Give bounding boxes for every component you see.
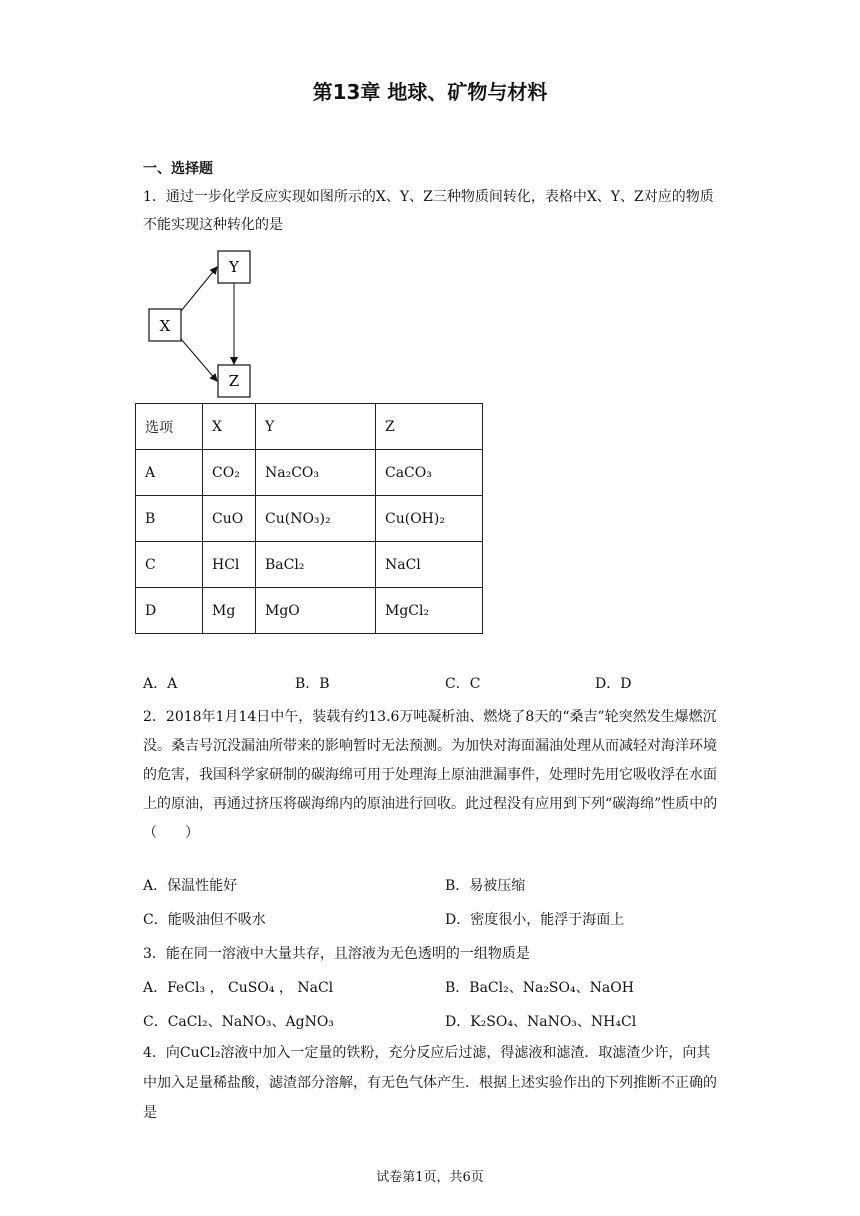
q2-option-b[interactable]: B．易被压缩 bbox=[445, 878, 526, 894]
x-cell: HCl bbox=[203, 542, 256, 588]
q2-stem: 2．2018年1月14日中午，装载有约13.6万吨凝析油、燃烧了8天的“桑吉”轮突然发生爆燃沉没。桑吉号沉没漏油所带来的影响暂时无法预测。为加快对海面漏油处理从而减轻对海洋环境的危害，我国科学家研制的碳海绵可用于处理海上原油泄漏事件，处理时先用它吸收浮在水面上的原油，再通过挤压将碳海绵内的原油进行回收。此过程没有应用到下列“碳海绵”性质中的（ ） bbox=[143, 709, 718, 841]
header-cell: Y bbox=[256, 404, 376, 450]
page-title: 第13章 地球、矿物与材料 bbox=[312, 80, 548, 104]
header-cell: X bbox=[203, 404, 256, 450]
z-cell: CaCO₃ bbox=[376, 450, 483, 496]
table-row bbox=[136, 542, 483, 588]
q2-option-a[interactable]: A．保温性能好 bbox=[143, 878, 238, 894]
table-row bbox=[136, 588, 483, 634]
y-cell: Na₂CO₃ bbox=[256, 450, 376, 496]
table-row bbox=[136, 450, 483, 496]
q3-option-d[interactable]: D．K₂SO₄、NaNO₃、NH₄Cl bbox=[445, 1014, 637, 1030]
q1-option-a[interactable]: A．A bbox=[143, 676, 178, 692]
q3-option-b[interactable]: B．BaCl₂、Na₂SO₄、NaOH bbox=[445, 980, 634, 996]
table-header-row bbox=[136, 404, 483, 450]
node-y-label: Y bbox=[229, 258, 239, 276]
arrow-x-to-z bbox=[181, 339, 217, 381]
y-cell: Cu(NO₃)₂ bbox=[256, 496, 376, 542]
q1-option-b[interactable]: B．B bbox=[295, 676, 330, 692]
node-z-label: Z bbox=[228, 372, 240, 390]
q2-option-d[interactable]: D．密度很小，能浮于海面上 bbox=[445, 912, 625, 928]
y-cell: MgO bbox=[256, 588, 376, 634]
q2-option-c[interactable]: C．能吸油但不吸水 bbox=[143, 912, 266, 928]
q3-option-c[interactable]: C．CaCl₂、NaNO₃、AgNO₃ bbox=[143, 1014, 334, 1030]
transformation-diagram bbox=[140, 248, 260, 400]
table-row bbox=[136, 496, 483, 542]
option-cell: C bbox=[136, 542, 203, 588]
z-cell: MgCl₂ bbox=[376, 588, 483, 634]
header-cell: Z bbox=[376, 404, 483, 450]
node-x-label: X bbox=[159, 317, 171, 335]
q1-stem: 1．通过一步化学反应实现如图所示的X、Y、Z三种物质间转化，表格中X、Y、Z对应的物质不能实现这种转化的是 bbox=[143, 189, 714, 233]
x-cell: CO₂ bbox=[203, 450, 256, 496]
q3-stem: 3．能在同一溶液中大量共存，且溶液为无色透明的一组物质是 bbox=[143, 946, 530, 962]
option-cell: B bbox=[136, 496, 203, 542]
q1-option-c[interactable]: C．C bbox=[445, 676, 481, 692]
page-footer: 试卷第1页，共6页 bbox=[376, 1170, 484, 1185]
q3-option-a[interactable]: A．FeCl₃ ， CuSO₄ ， NaCl bbox=[143, 980, 334, 996]
options-table bbox=[135, 403, 483, 634]
q1-option-d[interactable]: D．D bbox=[595, 676, 632, 692]
z-cell: NaCl bbox=[376, 542, 483, 588]
option-cell: A bbox=[136, 450, 203, 496]
q4-stem: 4．向CuCl₂溶液中加入一定量的铁粉，充分反应后过滤，得滤液和滤渣．取滤渣少许，向其中加入足量稀盐酸，滤渣部分溶解，有无色气体产生．根据上述实验作出的下列推断不正确的是 bbox=[143, 1045, 717, 1121]
option-cell: D bbox=[136, 588, 203, 634]
header-cell: 选项 bbox=[136, 404, 203, 450]
section-heading: 一、选择题 bbox=[143, 161, 213, 177]
arrow-x-to-y bbox=[181, 267, 217, 311]
y-cell: BaCl₂ bbox=[256, 542, 376, 588]
x-cell: Mg bbox=[203, 588, 256, 634]
z-cell: Cu(OH)₂ bbox=[376, 496, 483, 542]
x-cell: CuO bbox=[203, 496, 256, 542]
